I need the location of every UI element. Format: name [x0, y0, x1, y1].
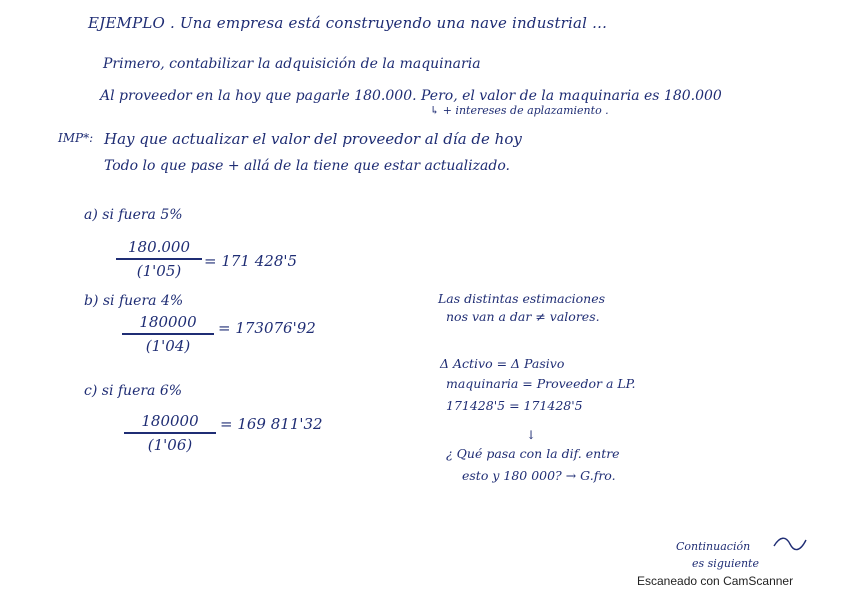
- proveedor-line: Al proveedor en la hoy que pagarle 180.000. Pero, el valor de la maquinaria es 180.000: [100, 88, 722, 104]
- activo-pasivo-line: Δ Activo = Δ Pasivo: [440, 356, 565, 371]
- case-a-fraction: [116, 238, 202, 280]
- case-b-numerator: 180000: [139, 313, 197, 331]
- case-c-result: = 169 811'32: [220, 415, 323, 433]
- case-c-numerator: 180000: [141, 412, 199, 430]
- gfro-line: esto y 180 000? → G.fro.: [462, 468, 616, 483]
- siguiente-note: es siguiente: [692, 557, 759, 570]
- intereses-line: ↳ + intereses de aplazamiento .: [430, 104, 609, 117]
- case-c-denominator: (1'06): [147, 435, 193, 454]
- actualizar-line: Hay que actualizar el valor del proveedor al día de hoy: [104, 130, 522, 148]
- example-title-line: EJEMPLO . Una empresa está construyendo una nave industrial ...: [88, 14, 608, 32]
- fraction-bar: [122, 333, 214, 335]
- case-b-result: = 173076'92: [218, 319, 316, 337]
- maquinaria-proveedor-line: maquinaria = Proveedor a LP.: [446, 376, 636, 391]
- estimaciones-line: Las distintas estimaciones: [438, 291, 606, 306]
- todo-line: Todo lo que pase + allá de la tiene que estar actualizado.: [104, 158, 510, 174]
- squiggle-icon: [772, 534, 808, 554]
- case-a-result: = 171 428'5: [204, 252, 298, 270]
- equality-line: 171428'5 = 171428'5: [446, 398, 583, 413]
- case-b-label: b) si fuera 4%: [84, 293, 184, 309]
- case-b-denominator: (1'04): [145, 336, 191, 355]
- continuacion-note: Continuación: [676, 540, 751, 553]
- imp-label: IMP*:: [58, 131, 94, 145]
- valores-line: nos van a dar ≠ valores.: [446, 309, 600, 324]
- down-arrow-icon: ↓: [526, 428, 537, 442]
- case-a-label: a) si fuera 5%: [84, 207, 183, 223]
- fraction-bar: [124, 432, 216, 434]
- case-b-fraction: [122, 313, 214, 355]
- fraction-bar: [116, 258, 202, 260]
- primero-line: Primero, contabilizar la adquisición de la maquinaria: [103, 56, 481, 72]
- case-a-numerator: 180.000: [127, 238, 191, 256]
- question-line: ¿ Qué pasa con la dif. entre: [446, 446, 620, 461]
- case-c-label: c) si fuera 6%: [84, 383, 183, 399]
- camscanner-watermark: Escaneado con CamScanner: [637, 574, 794, 588]
- case-a-denominator: (1'05): [136, 261, 182, 280]
- case-c-fraction: [124, 412, 216, 454]
